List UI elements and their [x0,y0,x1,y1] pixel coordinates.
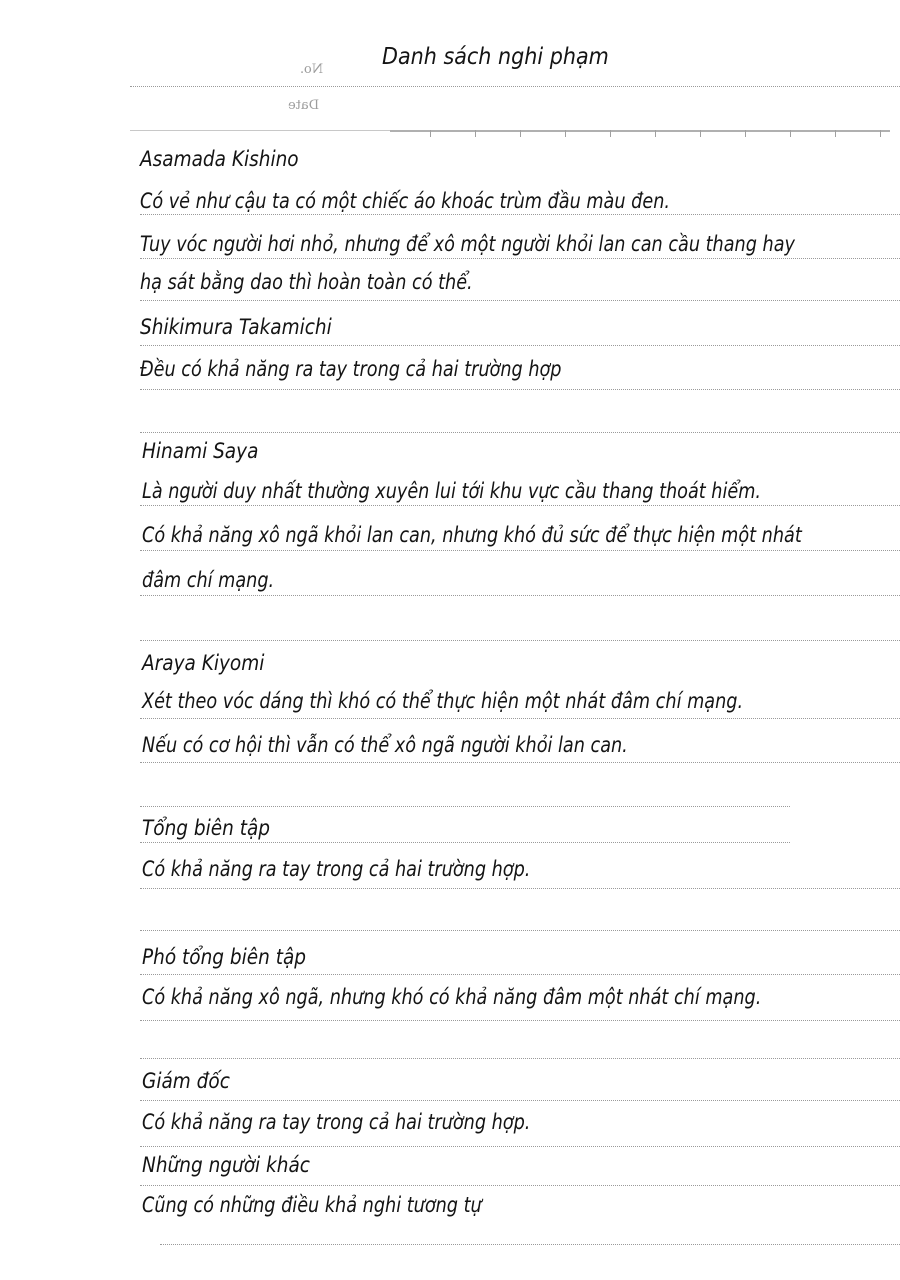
ruled-line [140,842,790,843]
ruled-line [130,86,900,87]
ruled-line [140,1185,900,1186]
ruled-line [140,595,900,596]
suspect-name: Araya Kiyomi [142,651,265,675]
suspect-note-line: Là người duy nhất thường xuyên lui tới khu vực cầu thang thoát hiểm. [142,479,762,503]
ruled-line [140,1146,900,1147]
ruled-line [140,432,900,433]
suspect-name: Tổng biên tập [142,816,271,840]
ghost-date-mark: Date [288,98,320,113]
ruled-line [140,389,900,390]
ruled-line [140,550,900,551]
ruled-line [140,1020,900,1021]
ruled-line [140,762,900,763]
ruled-line [140,1058,900,1059]
suspect-note-line: Có khả năng ra tay trong cả hai trường hợp. [142,857,531,881]
ruled-line [130,130,390,131]
suspect-name: Asamada Kishino [140,147,299,171]
suspect-name: Những người khác [142,1153,310,1177]
suspect-note-line: Xét theo vóc dáng thì khó có thể thực hiện một nhát đâm chí mạng. [142,689,744,713]
suspect-note-line: Có vẻ như cậu ta có một chiếc áo khoác trùm đầu màu đen. [140,189,671,213]
ruled-line [160,1244,900,1245]
suspect-name: Phó tổng biên tập [142,945,307,969]
ruled-line [140,1100,900,1101]
ruled-line [140,718,900,719]
ruled-line [140,930,900,931]
ruled-line [140,214,900,215]
suspect-note-line: Có khả năng xô ngã, nhưng khó có khả năng đâm một nhát chí mạng. [142,985,762,1009]
ruled-line [140,300,900,301]
suspect-note-line: đâm chí mạng. [142,568,275,592]
suspect-name: Hinami Saya [142,439,259,463]
ruled-line [140,505,900,506]
suspect-note-line: Có khả năng ra tay trong cả hai trường hợp. [142,1110,531,1134]
ruled-line [140,258,900,259]
suspect-note-line: Đều có khả năng ra tay trong cả hai trường hợp [140,357,562,381]
ruled-line [140,888,900,889]
ruled-line [140,345,900,346]
suspect-note-line: Nếu có cơ hội thì vẫn có thể xô ngã người khỏi lan can. [142,733,628,757]
ghost-no-mark: No. [300,62,324,77]
page-title: Danh sách nghi phạm [382,44,609,70]
ruled-line [140,974,900,975]
suspect-note-line: Tuy vóc người hơi nhỏ, nhưng để xô một người khỏi lan can cầu thang hay [140,232,795,256]
suspect-note-line: Cũng có những điều khả nghi tương tự [142,1193,482,1217]
suspect-name: Shikimura Takamichi [140,315,332,339]
suspect-note-line: Có khả năng xô ngã khỏi lan can, nhưng khó đủ sức để thực hiện một nhát [142,523,802,547]
suspect-name: Giám đốc [142,1069,230,1093]
ruled-line [140,806,790,807]
suspect-note-line: hạ sát bằng dao thì hoàn toàn có thể. [140,270,473,294]
ruled-line [140,640,900,641]
ruler-line [390,126,890,138]
